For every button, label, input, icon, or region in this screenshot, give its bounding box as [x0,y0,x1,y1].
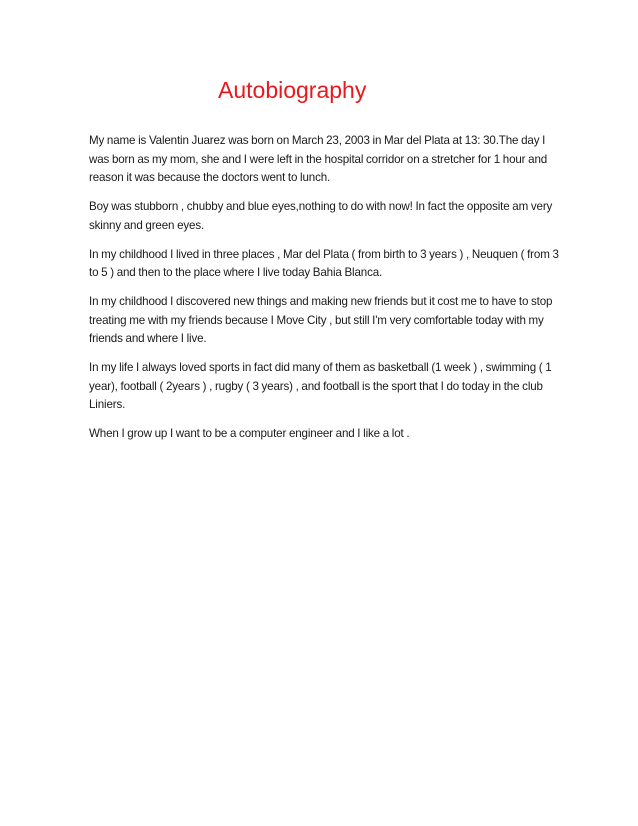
paragraph-future: When I grow up I want to be a computer engineer and I like a lot . [89,427,410,440]
paragraph-name-birth: My name is Valentin Juarez was born on March 23, 2003 in Mar del Plata at 13: 30.The day I was born as my mom, she and I were left in the hospital corridor on a stretcher for 1 hour and reason it was because the doctors went to lunch. [89,134,548,184]
paragraph-places-lived: In my childhood I lived in three places , Mar del Plata ( from birth to 3 years ) , Neuquen ( from 3 to 5 ) and then to the place where I live today Bahia Blanca. [89,247,559,279]
paragraph-sports: In my life I always loved sports in fact did many of them as basketball (1 week ) , swimming ( 1 year), football ( 2years ) , rugby ( 3 years) , and football is the sport that I do today in the club Liniers. [89,361,552,411]
document-body [89,132,565,454]
paragraph-appearance: Boy was stubborn , chubby and blue eyes,nothing to do with now! In fact the opposite am very skinny and green eyes. [89,200,553,232]
paragraph-friends: In my childhood I discovered new things and making new friends but it cost me to have to stop treating me with my friends because I Move City , but still I'm very comfortable today with my friends and where I live. [89,295,553,345]
document-title: Autobiography [218,77,367,103]
